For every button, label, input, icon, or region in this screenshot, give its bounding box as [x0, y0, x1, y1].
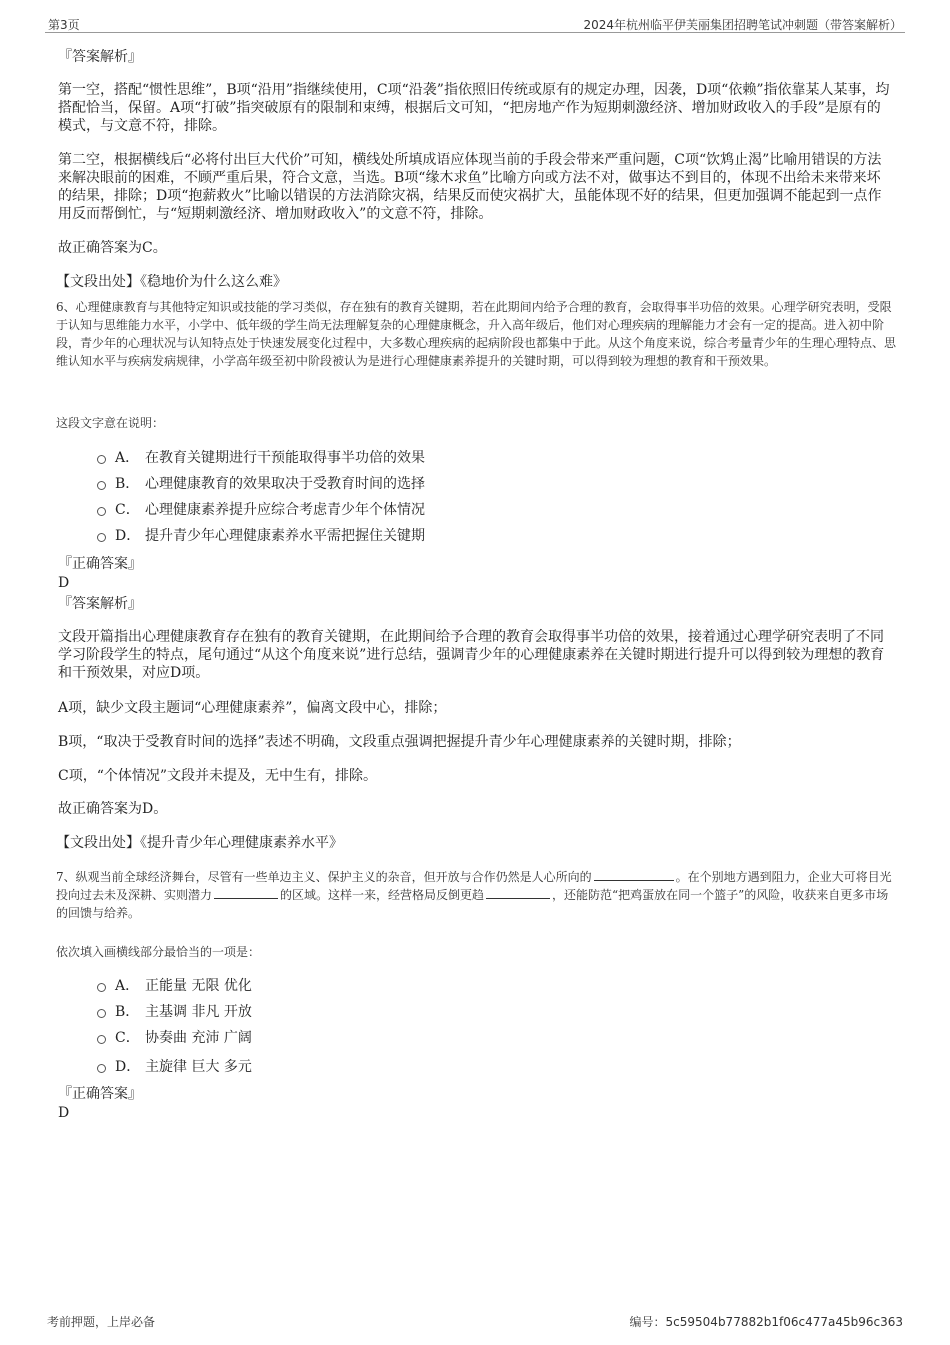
blank-2 — [214, 886, 278, 899]
conclusion-text: 故正确答案为C。 — [58, 240, 167, 256]
source-text: 【文段出处】《提升青少年心理健康素养水平》 — [56, 835, 343, 851]
radio-icon[interactable] — [97, 455, 106, 464]
option-b[interactable]: B． 心理健康教育的效果取决于受教育时间的选择 — [97, 475, 425, 493]
radio-icon[interactable] — [97, 983, 106, 992]
page-footer — [45, 1313, 905, 1333]
analysis-line: B项，“取决于受教育时间的选择”表述不明确，文段重点强调把握提升青少年心理健康素养的关键时期，排除； — [58, 734, 741, 750]
option-a[interactable]: A． 正能量 无限 优化 — [97, 977, 252, 995]
radio-icon[interactable] — [97, 1064, 106, 1073]
question-stem: 7、纵观当前全球经济舞台，尽管有一些单边主义、保护主义的杂音，但开放与合作仍然是人心所向的 。在个别地方遇到阻力，企业大可将目光投向过去未及深耕、实则潜力 的区域。这样一来，经营格局反倒更趋 ，还能防范“把鸡蛋放在同一个篮子”的风险，收获来自更多市场的回馈与给养。 — [56, 870, 892, 920]
answer-heading: 『正确答案』 — [58, 1086, 142, 1102]
analysis-heading: 『答案解析』 — [58, 49, 142, 65]
option-c[interactable]: C． 心理健康素养提升应综合考虑青少年个体情况 — [97, 501, 425, 519]
question-prompt: 依次填入画横线部分最恰当的一项是： — [56, 945, 261, 959]
footer-slogan: 考前押题，上岸必备 — [47, 1315, 156, 1329]
answer-value: D — [58, 1105, 70, 1121]
radio-icon[interactable] — [97, 1035, 106, 1044]
blank-1 — [594, 868, 674, 881]
radio-icon[interactable] — [97, 533, 106, 542]
question-stem: 6、心理健康教育与其他特定知识或技能的学习类似，存在独有的教育关键期，若在此期间内给予合理的教育，会取得事半功倍的效果。心理学研究表明，受限于认知与思维能力水平，小学中、低年级的学生尚无法理解复杂的心理健康概念，升入高年级后，他们对心理疾病的理解能力才会有一定的提高。进入初中阶段，青少年的心理状况与认知特点处于快速发展变化过程中，大多数心理疾病的起病阶段也都集中于此。从这个角度来说，综合考量青少年的生理心理特点、思维认知水平与疾病发病规律，小学高年级至初中阶段被认为是进行心理健康素养提升的关键时期，可以得到较为理想的教育和干预效果。 — [56, 300, 897, 368]
analysis-heading: 『答案解析』 — [58, 596, 142, 612]
source-text: 【文段出处】《稳地价为什么这么难》 — [56, 274, 287, 290]
option-d[interactable]: D． 主旋律 巨大 多元 — [97, 1058, 252, 1076]
option-d[interactable]: D． 提升青少年心理健康素养水平需把握住关键期 — [97, 527, 425, 545]
blank-3 — [486, 886, 550, 899]
option-b[interactable]: B． 主基调 非凡 开放 — [97, 1003, 252, 1021]
document-title: 2024年杭州临平伊芙丽集团招聘笔试冲刺题（带答案解析） — [583, 18, 902, 32]
analysis-line: A项，缺少文段主题词“心理健康素养”，偏离文段中心，排除； — [58, 700, 447, 716]
serial-number: 编号：5c59504b77882b1f06c477a45b96c363 — [629, 1315, 903, 1329]
page-number: 第3页 — [48, 18, 80, 32]
question-prompt: 这段文字意在说明： — [56, 416, 165, 430]
answer-value: D — [58, 575, 70, 591]
radio-icon[interactable] — [97, 481, 106, 490]
radio-icon[interactable] — [97, 507, 106, 516]
option-a[interactable]: A． 在教育关键期进行干预能取得事半功倍的效果 — [97, 449, 425, 467]
option-c[interactable]: C． 协奏曲 充沛 广阔 — [97, 1029, 252, 1047]
analysis-paragraph: 第一空，搭配“惯性思维”，B项“沿用”指继续使用，C项“沿袭”指依照旧传统或原有的规定办理，因袭，D项“依赖”指依靠某人某事，均搭配恰当，保留。A项“打破”指突破原有的限制和束缚，根据后文可知，“把房地产作为短期刺激经济、增加财政收入的手段”是原有的模式，与文意不符，排除。 — [58, 82, 890, 134]
conclusion-text: 故正确答案为D。 — [58, 801, 168, 817]
analysis-paragraph: 文段开篇指出心理健康教育存在独有的教育关键期，在此期间给予合理的教育会取得事半功倍的效果，接着通过心理学研究表明了不同学习阶段学生的特点，尾句通过“从这个角度来说”进行总结，强调青少年的心理健康素养在关键时期进行提升可以得到较为理想的教育和干预效果，对应D项。 — [58, 629, 885, 681]
analysis-line: C项，“个体情况”文段并未提及，无中生有，排除。 — [58, 768, 378, 784]
answer-heading: 『正确答案』 — [58, 556, 142, 572]
page-header — [45, 12, 905, 33]
radio-icon[interactable] — [97, 1009, 106, 1018]
analysis-paragraph: 第二空，根据横线后“必将付出巨大代价”可知，横线处所填成语应体现当前的手段会带来严重问题，C项“饮鸩止渴”比喻用错误的方法来解决眼前的困难，不顾严重后果，符合文意，当选。B项“缘木求鱼”比喻方向或方法不对，做事达不到目的，体现不出给未来带来坏的结果，排除；D项“抱薪救火”比喻以错误的方法消除灾祸，结果反而使灾祸扩大，虽能体现不好的结果，但更加强调不能起到一点作用反而帮倒忙，与“短期刺激经济、增加财政收入”的文意不符，排除。 — [58, 152, 882, 222]
